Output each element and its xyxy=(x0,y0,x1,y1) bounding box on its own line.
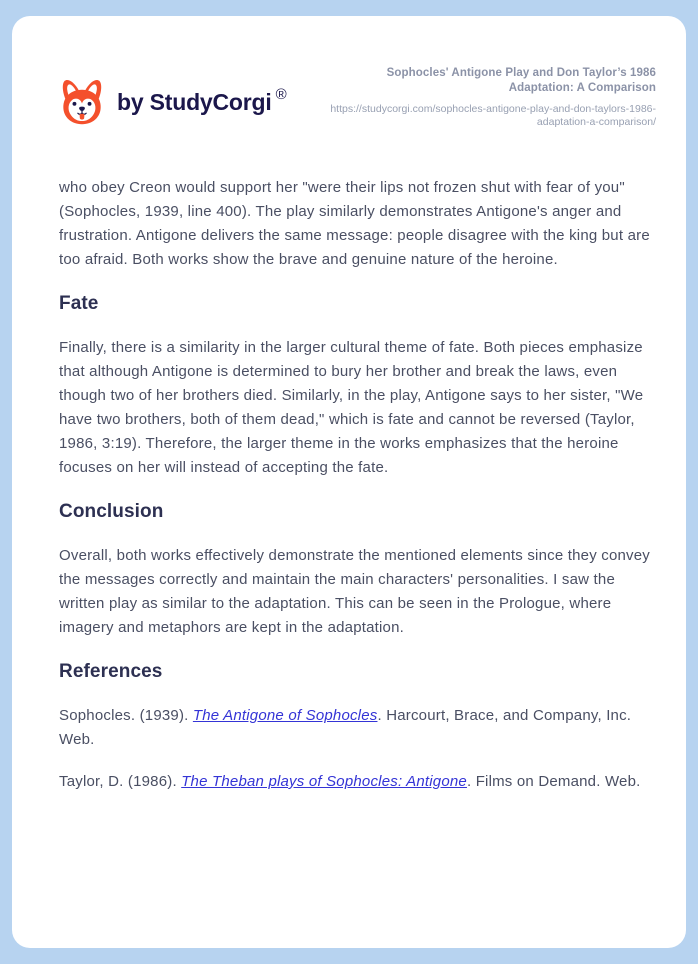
registered-trademark-icon: ® xyxy=(275,85,287,103)
reference-text: . Harcourt, Brace, and Company, Inc. Web. xyxy=(59,707,632,748)
document-body xyxy=(59,176,656,794)
conclusion-paragraph: Overall, both works effectively demonstrate the mentioned elements since they convey the messages correctly and maintain the main characters' personalities. I saw the written play as similar to the adaptation. This can be seen in the Prologue, where imagery and metaphors are kept in the adaptation. xyxy=(59,547,650,636)
studycorgi-brand[interactable] xyxy=(59,74,287,130)
document-title: Sophocles' Antigone Play and Don Taylor’s 1986 Adaptation: A Comparison xyxy=(386,67,656,94)
reference-entry xyxy=(59,704,643,752)
section-heading-conclusion: Conclusion xyxy=(59,501,164,522)
section-heading-fate: Fate xyxy=(59,293,99,314)
reference-entry xyxy=(59,770,643,794)
corgi-logo-icon xyxy=(59,74,105,130)
reference-text: . Films on Demand. Web. xyxy=(466,773,641,790)
reference-link[interactable]: The Antigone of Sophocles xyxy=(192,707,378,724)
reference-link[interactable]: The Theban plays of Sophocles: Antigone xyxy=(181,773,467,790)
intro-paragraph: who obey Creon would support her "were their lips not frozen shut with fear of you" (Sophocles, 1939, line 400). The play similarly demonstrates Antigone's anger and frustration. Antigone delivers the same message: people disagree with the king but are too afraid. Both works show the brave and genuine nature of the heroine. xyxy=(59,179,650,268)
reference-text: Sophocles. (1939). xyxy=(59,707,193,724)
brand-name: by StudyCorgi xyxy=(117,88,272,115)
document-url-link[interactable]: https://studycorgi.com/sophocles-antigone-play-and-don-taylors-1986-adaptation-a-comparison/ xyxy=(330,103,656,128)
document-card xyxy=(12,16,686,948)
section-heading-references: References xyxy=(59,661,163,682)
document-meta xyxy=(326,66,656,129)
document-header xyxy=(59,66,656,130)
fate-paragraph: Finally, there is a similarity in the larger cultural theme of fate. Both pieces emphasize that although Antigone is determined to bury her brother and break the laws, even though two of her brothers died. Similarly, in the play, Antigone says to her sister, "We have two brothers, both of them dead," which is fate and cannot be reversed (Taylor, 1986, 3:19). Therefore, the larger theme in the works emphasizes that the heroine focuses on her will instead of accepting the fate. xyxy=(59,339,644,476)
reference-text: Taylor, D. (1986). xyxy=(59,773,182,790)
